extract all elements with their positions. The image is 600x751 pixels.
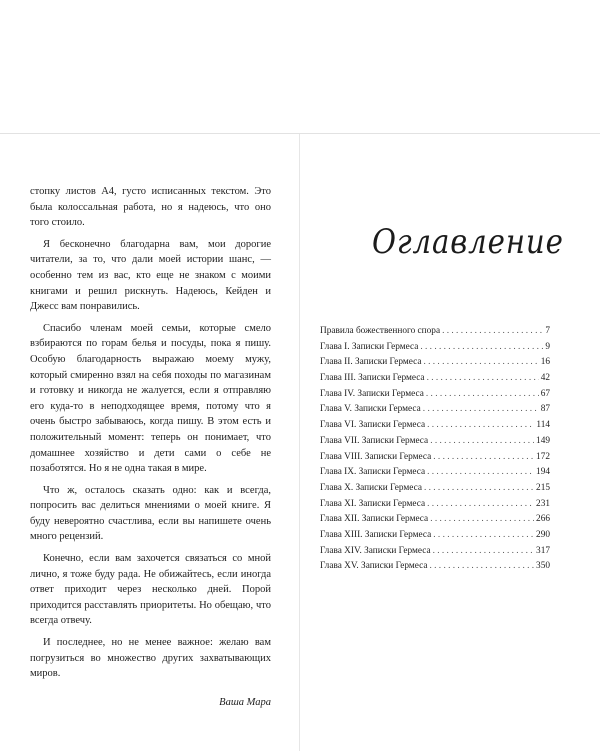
- toc-entry-label: Глава XV. Записки Гермеса: [320, 561, 428, 572]
- toc-leader-dots: [433, 450, 534, 466]
- toc-leader-dots: [427, 418, 534, 434]
- toc-entry-page: 87: [540, 404, 550, 415]
- toc-entry-page: 290: [536, 529, 550, 540]
- toc-entry-page: 215: [536, 482, 550, 493]
- paragraph: Конечно, если вам захочется связаться со мной лично, я тоже буду рада. Не обижайтесь, если иногда ответ приходит через несколько дней. Порой приходится расставлять приоритеты. Но обещаю, что всегда отвечу.: [30, 553, 271, 627]
- toc-entry-page: 350: [536, 561, 550, 572]
- paragraph: Что ж, осталось сказать одно: как и всегда, попросить вас делиться мнениями о моей книге. Я буду невероятно счастлива, если вы напишете очень много рецензий.: [30, 484, 271, 543]
- toc-entry: [320, 544, 550, 560]
- toc-entry: [320, 512, 550, 528]
- toc-entry: [320, 559, 550, 575]
- toc-leader-dots: [427, 497, 534, 513]
- toc-entry-page: 114: [536, 420, 550, 431]
- toc-entry: [320, 497, 550, 513]
- toc-entry-label: Глава VI. Записки Гермеса: [320, 420, 426, 431]
- toc-entry-page: 266: [536, 514, 550, 525]
- toc-leader-dots: [427, 465, 534, 481]
- toc-leader-dots: [427, 371, 539, 387]
- toc-leader-dots: [424, 481, 534, 497]
- toc-leader-dots: [420, 340, 543, 356]
- left-page: [30, 184, 271, 708]
- paragraph: И последнее, но не менее важное: желаю вам погрузиться во множество других захватывающих миров.: [30, 637, 271, 680]
- toc-leader-dots: [433, 544, 534, 560]
- toc-entry-page: 172: [536, 451, 550, 462]
- toc-leader-dots: [426, 387, 539, 403]
- toc-leader-dots: [423, 355, 538, 371]
- toc-entry: [320, 355, 550, 371]
- toc-entry-label: Правила божественного спора: [320, 326, 441, 336]
- toc-entry: [320, 324, 550, 340]
- toc-entry-label: Глава VII. Записки Гермеса: [320, 435, 429, 446]
- toc-entry-page: 67: [540, 388, 550, 399]
- toc-leader-dots: [442, 324, 543, 340]
- toc-entry: [320, 418, 550, 434]
- toc-entry: [320, 434, 550, 450]
- toc-entry: [320, 528, 550, 544]
- toc-entry-page: 317: [536, 545, 550, 556]
- toc-entry: [320, 450, 550, 466]
- toc-entry-page: 149: [536, 435, 550, 446]
- toc-title: Оглавление: [372, 222, 564, 262]
- table-of-contents: [320, 324, 550, 575]
- toc-entry-label: Глава XII. Записки Гермеса: [320, 514, 429, 525]
- toc-leader-dots: [433, 528, 534, 544]
- toc-entry: [320, 465, 550, 481]
- page-gutter: [299, 134, 300, 751]
- toc-entry-label: Глава XI. Записки Гермеса: [320, 498, 426, 509]
- toc-entry-label: Глава VIII. Записки Гермеса: [320, 451, 432, 462]
- toc-entry-page: 9: [545, 341, 550, 352]
- paragraph: Спасибо членам моей семьи, которые смело взбираются по горам белья и посуды, пока я пишу. Особую благодарность выражаю моему мужу, который смиренно взял на себя походы по магазинам и готовку и никогда не жалуется, если я отправляю его куда-то в неподходящее время, потому что я очень быстро забываюсь, когда пишу. В этом есть и положительный момент: теперь он понимает, что домашнее хозяйство и дети сами о себе не позаботятся. Но я не одна такая в мире.: [30, 322, 271, 475]
- toc-entry-label: Глава IX. Записки Гермеса: [320, 467, 426, 478]
- book-spread: [0, 133, 600, 751]
- toc-entry-label: Глава IV. Записки Гермеса: [320, 388, 424, 399]
- toc-entry-label: Глава I. Записки Гермеса: [320, 341, 419, 352]
- toc-entry-page: 231: [536, 498, 550, 509]
- toc-leader-dots: [423, 402, 539, 418]
- toc-entry-page: 7: [545, 326, 550, 336]
- toc-entry-label: Глава II. Записки Гермеса: [320, 357, 422, 368]
- toc-entry-label: Глава X. Записки Гермеса: [320, 482, 422, 493]
- paragraph: Я бесконечно благодарна вам, мои дорогие читатели, за то, что дали моей истории шанс, — особенно тем из вас, кто еще не знаком с моими книгами и решил рискнуть. Надеюсь, Кейден и Джесс вам понравились.: [30, 238, 271, 313]
- toc-entry: [320, 481, 550, 497]
- author-signature: Ваша Мара: [219, 696, 271, 708]
- toc-entry-label: Глава V. Записки Гермеса: [320, 404, 421, 415]
- toc-entry: [320, 340, 550, 356]
- toc-entry-page: 42: [540, 373, 550, 384]
- toc-entry-label: Глава III. Записки Гермеса: [320, 373, 425, 384]
- toc-leader-dots: [430, 559, 535, 575]
- toc-entry-label: Глава XIV. Записки Гермеса: [320, 545, 431, 556]
- toc-entry: [320, 402, 550, 418]
- toc-leader-dots: [430, 434, 534, 450]
- toc-entry: [320, 387, 550, 403]
- toc-entry-label: Глава XIII. Записки Гермеса: [320, 529, 432, 540]
- paragraph: стопку листов А4, густо исписанных текстом. Это была колоссальная работа, но я надеюсь, что оно того стоило.: [30, 186, 271, 229]
- toc-leader-dots: [430, 512, 534, 528]
- toc-entry-page: 194: [536, 467, 550, 478]
- toc-entry: [320, 371, 550, 387]
- toc-entry-page: 16: [540, 357, 550, 368]
